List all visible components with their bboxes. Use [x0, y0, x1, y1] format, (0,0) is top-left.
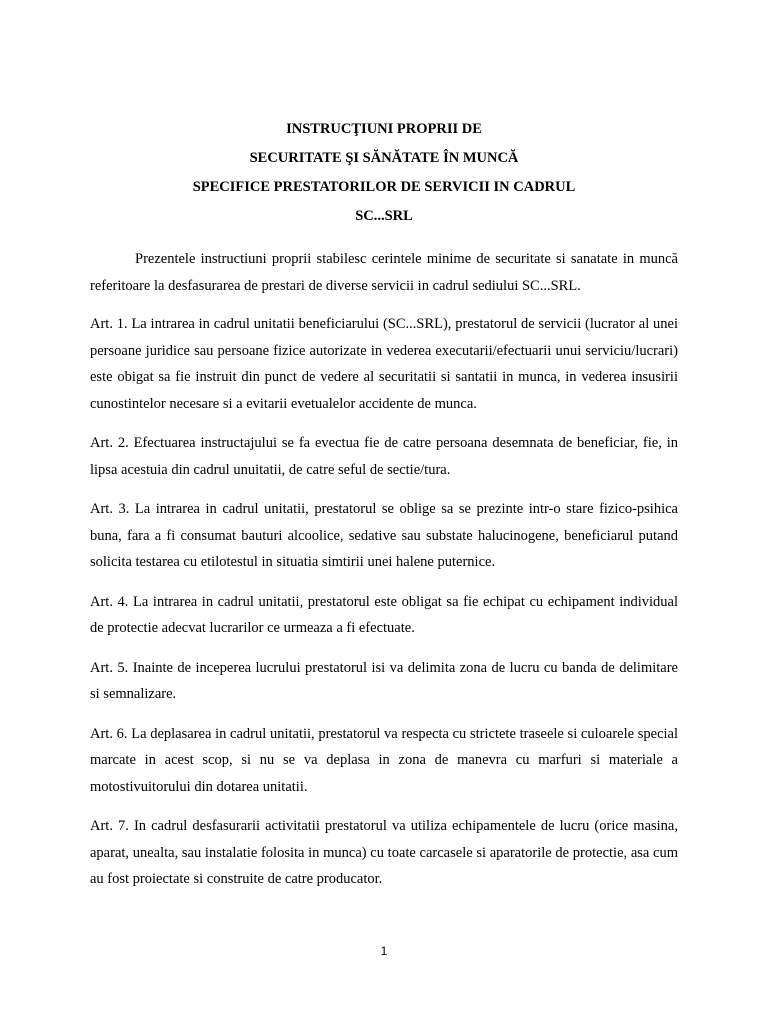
title-line: INSTRUCŢIUNI PROPRII DE — [286, 121, 482, 137]
article-7: Art. 7. In cadrul desfasurarii activitatii prestatorul va utiliza echipamentele de lucru (orice masina, aparat, unealta, sau instalatie folosita in munca) cu toate carcasele si aparatorile de protectie, asa cum au fost proiectate si construite de catre producator. — [90, 818, 678, 887]
document-title — [90, 115, 678, 231]
page-number: 1 — [380, 944, 388, 958]
title-line: SC...SRL — [355, 208, 413, 224]
article-5: Art. 5. Inainte de inceperea lucrului prestatorul isi va delimita zona de lucru cu banda de delimitare si semnalizare. — [90, 659, 678, 702]
intro-paragraph: Prezentele instructiuni proprii stabilesc cerintele minime de securitate si sanatate in muncă referitoare la desfasurarea de prestari de diverse servicii in cadrul sediului SC...SRL. — [90, 251, 678, 294]
title-line: SECURITATE ŞI SĂNĂTATE ÎN MUNCĂ — [249, 150, 519, 166]
article-3: Art. 3. La intrarea in cadrul unitatii, prestatorul se oblige sa se prezinte intr-o stare fizico-psihica buna, fara a fi consumat bauturi alcoolice, sedative sau substate halucinogene, beneficiarul putand solicita testarea cu etilotestul in situatia simtirii unei halene puternice. — [90, 501, 678, 570]
title-line: SPECIFICE PRESTATORILOR DE SERVICII IN CADRUL — [192, 179, 576, 195]
document-body — [90, 246, 678, 906]
article-6: Art. 6. La deplasarea in cadrul unitatii, prestatorul va respecta cu strictete traseele si culoarele special marcate in acest scop, si nu se va deplasa in zona de manevra cu marfuri si materiale a motostivuitorului din dotarea unitatii. — [90, 725, 678, 795]
article-2: Art. 2. Efectuarea instructajului se fa evectua fie de catre persoana desemnata de beneficiar, fie, in lipsa acestuia din cadrul unuitatii, de catre seful de sectie/tura. — [90, 435, 678, 478]
article-1: Art. 1. La intrarea in cadrul unitatii beneficiarului (SC...SRL), prestatorul de servicii (lucrator al unei persoane juridice sau persoane fizice autorizate in vederea executarii/efectuarii unui serviciu/lucrari) este obigat sa fie instruit din punct de vedere al securitatii si santatii in munca, in vederea insusirii cunostintelor necesare si a evitarii evetualelor accidente de munca. — [90, 316, 678, 412]
article-4: Art. 4. La intrarea in cadrul unitatii, prestatorul este obligat sa fie echipat cu echipament individual de protectie adecvat lucrarilor ce urmeaza a fi efectuate. — [90, 593, 678, 636]
